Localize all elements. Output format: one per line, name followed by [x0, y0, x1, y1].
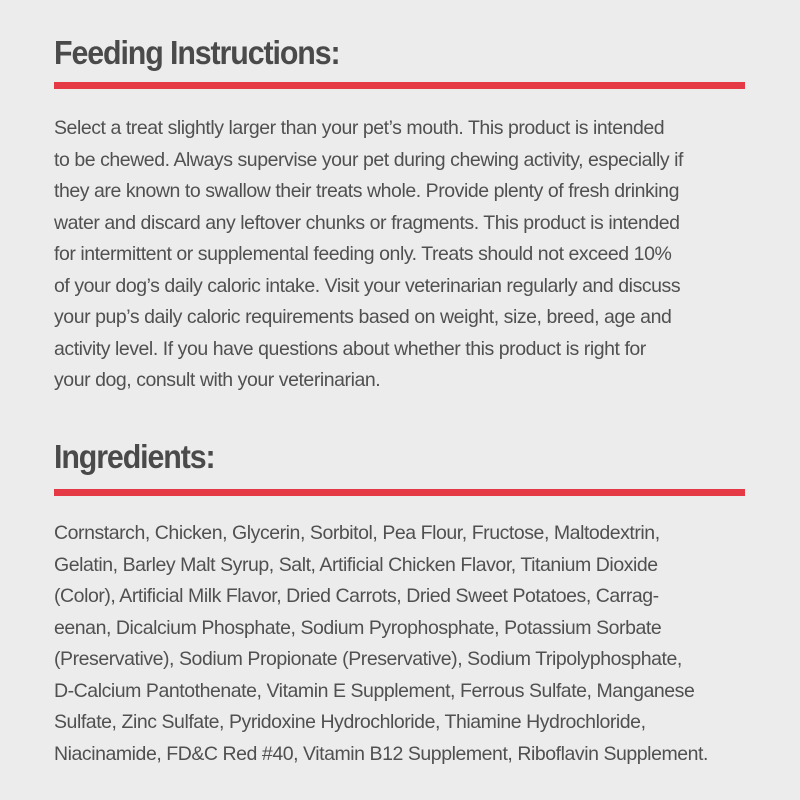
text-line: (Color), Artificial Milk Flavor, Dried Carrots, Dried Sweet Potatoes, Carrag- [54, 585, 659, 607]
text-line: Gelatin, Barley Malt Syrup, Salt, Artificial Chicken Flavor, Titanium Dioxide [54, 553, 658, 576]
text-line: your pup’s daily caloric requirements based on weight, size, breed, age and [54, 306, 672, 328]
ingredients-text [54, 518, 746, 770]
ingredients-section [54, 438, 746, 770]
text-line: Select a treat slightly larger than your pet’s mouth. This product is intended [54, 117, 665, 139]
text-line: your dog, consult with your veterinarian. [54, 369, 381, 391]
ingredients-divider [54, 489, 745, 496]
ingredients-heading: Ingredients: [54, 438, 215, 475]
text-line: Niacinamide, FD&C Red #40, Vitamin B12 Supplement, Riboflavin Supplement. [54, 742, 708, 765]
text-line: (Preservative), Sodium Propionate (Preservative), Sodium Tripolyphosphate, [54, 648, 682, 670]
text-line: for intermittent or supplemental feeding only. Treats should not exceed 10% [54, 243, 672, 265]
text-line: D-Calcium Pantothenate, Vitamin E Supplement, Ferrous Sulfate, Manganese [54, 679, 695, 702]
feeding-instructions-heading: Feeding Instructions: [54, 34, 340, 71]
text-line: Sulfate, Zinc Sulfate, Pyridoxine Hydrochloride, Thiamine Hydrochloride, [54, 711, 646, 733]
feeding-instructions-text [54, 113, 746, 397]
text-line: water and discard any leftover chunks or fragments. This product is intended [54, 211, 680, 234]
text-line: they are known to swallow their treats whole. Provide plenty of fresh drinking [54, 180, 679, 202]
feeding-instructions-section [54, 34, 746, 397]
feeding-divider [54, 82, 745, 89]
text-line: eenan, Dicalcium Phosphate, Sodium Pyrophosphate, Potassium Sorbate [54, 616, 662, 639]
text-line: to be chewed. Always supervise your pet during chewing activity, especially if [54, 148, 683, 171]
text-line: Cornstarch, Chicken, Glycerin, Sorbitol, Pea Flour, Fructose, Maltodextrin, [54, 522, 660, 544]
text-line: activity level. If you have questions about whether this product is right for [54, 337, 646, 360]
text-line: of your dog’s daily caloric intake. Visit your veterinarian regularly and discuss [54, 274, 681, 297]
